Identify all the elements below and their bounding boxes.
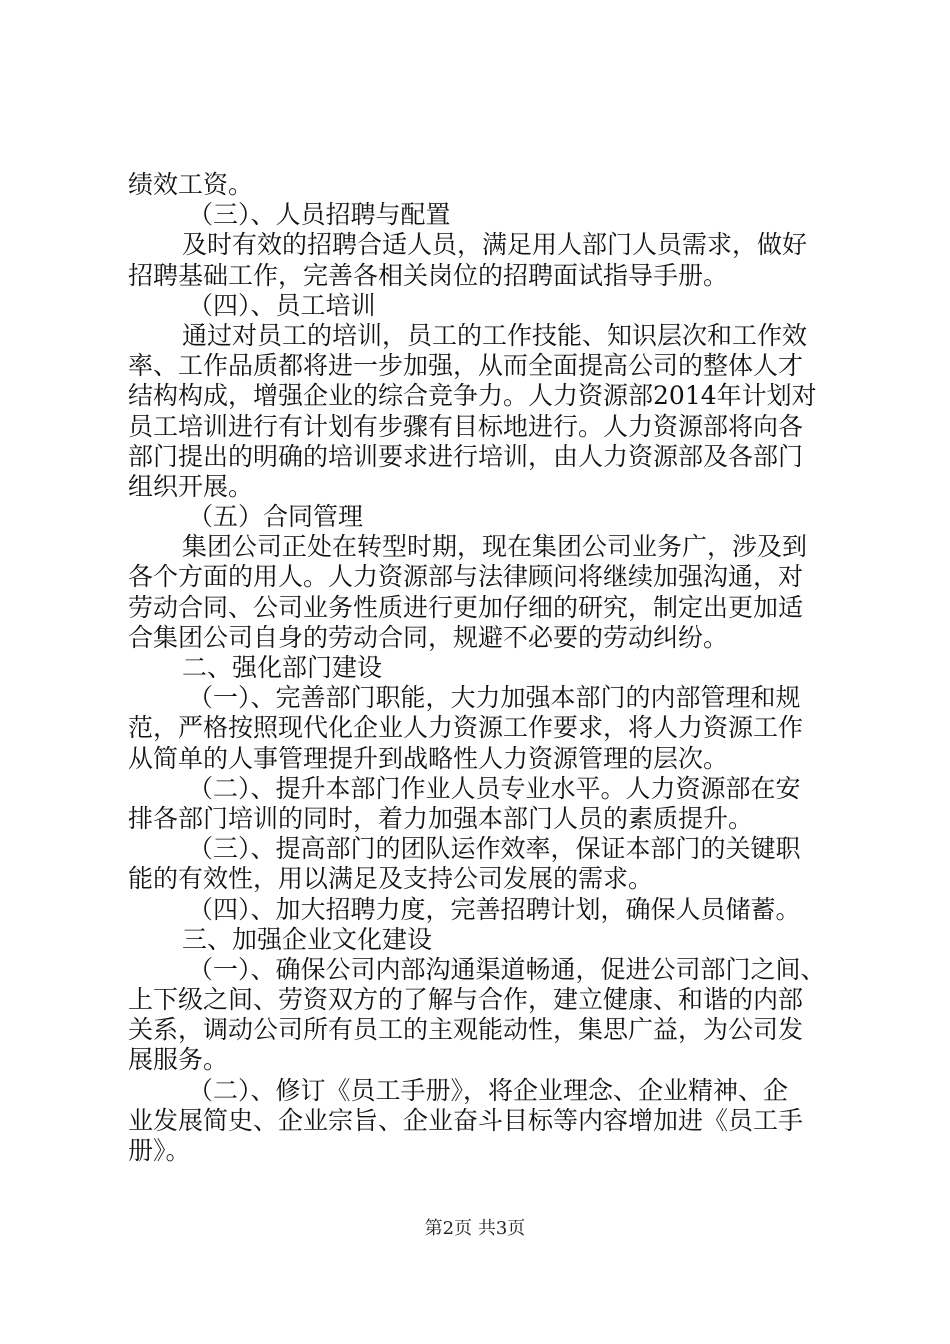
text-line: 各个方面的用人。人力资源部与法律顾问将继续加强沟通，对	[128, 562, 804, 592]
chapter-heading: 三、加强企业文化建设	[182, 924, 433, 954]
text-line: 合集团公司自身的劳动合同，规避不必要的劳动纠纷。	[128, 622, 729, 652]
section-heading: （四）、员工培训	[188, 290, 376, 320]
text-line: 通过对员工的培训，员工的工作技能、知识层次和工作效	[182, 320, 808, 350]
text-line: 绩效工资。	[128, 170, 254, 199]
page-number-footer: 第2页 共3页	[424, 1218, 526, 1239]
text-line: 排各部门培训的同时，着力加强本部门人员的素质提升。	[128, 803, 754, 833]
text-line: 能的有效性，用以满足及支持公司发展的需求。	[128, 864, 654, 894]
text-line: 册》。	[128, 1136, 191, 1165]
text-line: 业发展简史、企业宗旨、企业奋斗目标等内容增加进《员工手	[128, 1105, 804, 1135]
text-line: 员工培训进行有计划有步骤有目标地进行。人力资源部将向各	[128, 411, 804, 441]
text-line: 及时有效的招聘合适人员，满足用人部门人员需求，做好	[182, 230, 808, 260]
section-heading: （三）、人员招聘与配置	[188, 200, 451, 230]
text-line: （二）、修订《员工手册》，将企业理念、企业精神、企	[188, 1075, 789, 1105]
chapter-heading: 二、强化部门建设	[182, 653, 383, 682]
text-line: 劳动合同、公司业务性质进行更加仔细的研究，制定出更加适	[128, 592, 804, 622]
text-line: 组织开展。	[128, 471, 254, 501]
text-line: （一）、完善部门职能，大力加强本部门的内部管理和规	[188, 683, 801, 713]
text-line: 范，严格按照现代化企业人力资源工作要求，将人力资源工作	[128, 713, 804, 743]
text-line: 部门提出的明确的培训要求进行培训，由人力资源部及各部门	[128, 441, 804, 471]
text-line: 率、工作品质都将进一步加强，从而全面提高公司的整体人才	[128, 351, 804, 381]
text-line: 展服务。	[128, 1045, 229, 1075]
text-line: 从简单的人事管理提升到战略性人力资源管理的层次。	[128, 743, 729, 773]
text-line: 结构构成，增强企业的综合竞争力。人力资源部2014年计划对	[128, 381, 817, 411]
text-line: 关系，调动公司所有员工的主观能动性，集思广益，为公司发	[128, 1015, 804, 1045]
text-line: （四）、加大招聘力度，完善招聘计划，确保人员储蓄。	[188, 894, 801, 924]
document-body	[128, 170, 838, 1166]
text-line: （三）、提高部门的团队运作效率，保证本部门的关键职	[188, 834, 801, 864]
text-line: （一）、确保公司内部沟通渠道畅通，促进公司部门之间、	[188, 954, 826, 984]
text-line: 上下级之间、劳资双方的了解与合作，建立健康、和谐的内部	[128, 985, 804, 1015]
text-line: （二）、提升本部门作业人员专业水平。人力资源部在安	[188, 773, 801, 803]
text-line: 集团公司正处在转型时期，现在集团公司业务广，涉及到	[182, 532, 808, 562]
text-line: 招聘基础工作，完善各相关岗位的招聘面试指导手册。	[128, 260, 729, 290]
section-heading: （五）合同管理	[188, 502, 364, 532]
